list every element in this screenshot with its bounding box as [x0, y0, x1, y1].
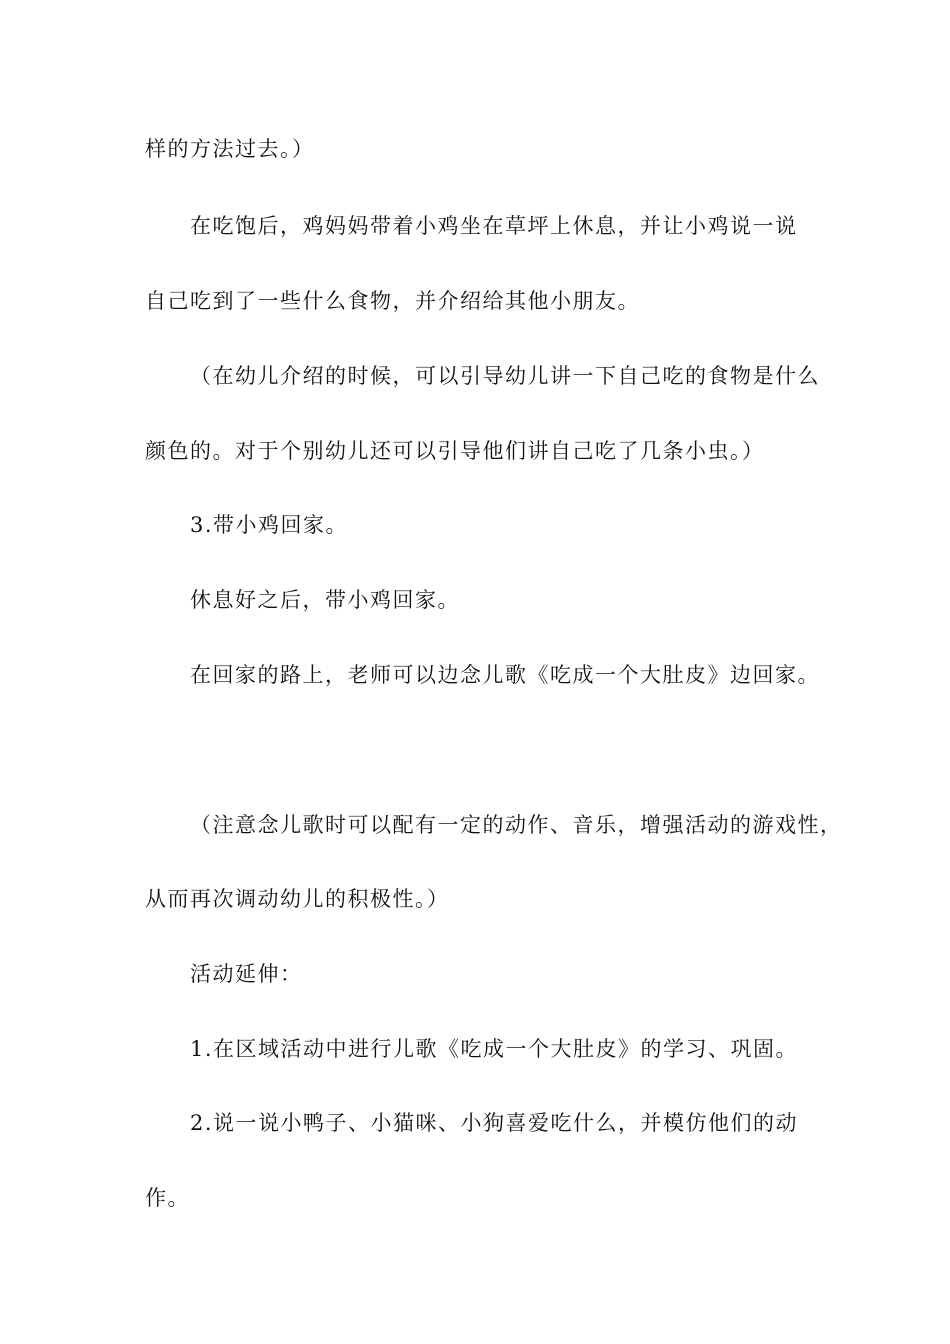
- section-heading: 活动延伸：: [190, 962, 303, 986]
- text-line: 自己吃到了一些什么食物，并介绍给其他小朋友。: [145, 289, 640, 313]
- text-line: （在幼儿介绍的时候，可以引导幼儿讲一下自己吃的食物是什么: [190, 364, 820, 388]
- list-item: 1.在区域活动中进行儿歌《吃成一个大肚皮》的学习、巩固。: [190, 1037, 799, 1061]
- text-line: （注意念儿歌时可以配有一定的动作、音乐，增强活动的游戏性，: [190, 813, 843, 837]
- text-line: 在回家的路上，老师可以边念儿歌《吃成一个大肚皮》边回家。: [190, 663, 820, 687]
- text-line: 在吃饱后，鸡妈妈带着小鸡坐在草坪上休息，并让小鸡说一说: [190, 214, 798, 238]
- section-heading: 3.带小鸡回家。: [190, 513, 349, 537]
- list-item: 2.说一说小鸭子、小猫咪、小狗喜爱吃什么，并模仿他们的动: [190, 1111, 799, 1135]
- text-line: 颜色的。对于个别幼儿还可以引导他们讲自己吃了几条小虫。）: [145, 439, 765, 463]
- text-line: 休息好之后，带小鸡回家。: [190, 588, 460, 612]
- text-line: 样的方法过去。）: [145, 137, 315, 161]
- text-line: 从而再次调动幼儿的积极性。）: [145, 887, 450, 911]
- text-line: 作。: [145, 1186, 190, 1210]
